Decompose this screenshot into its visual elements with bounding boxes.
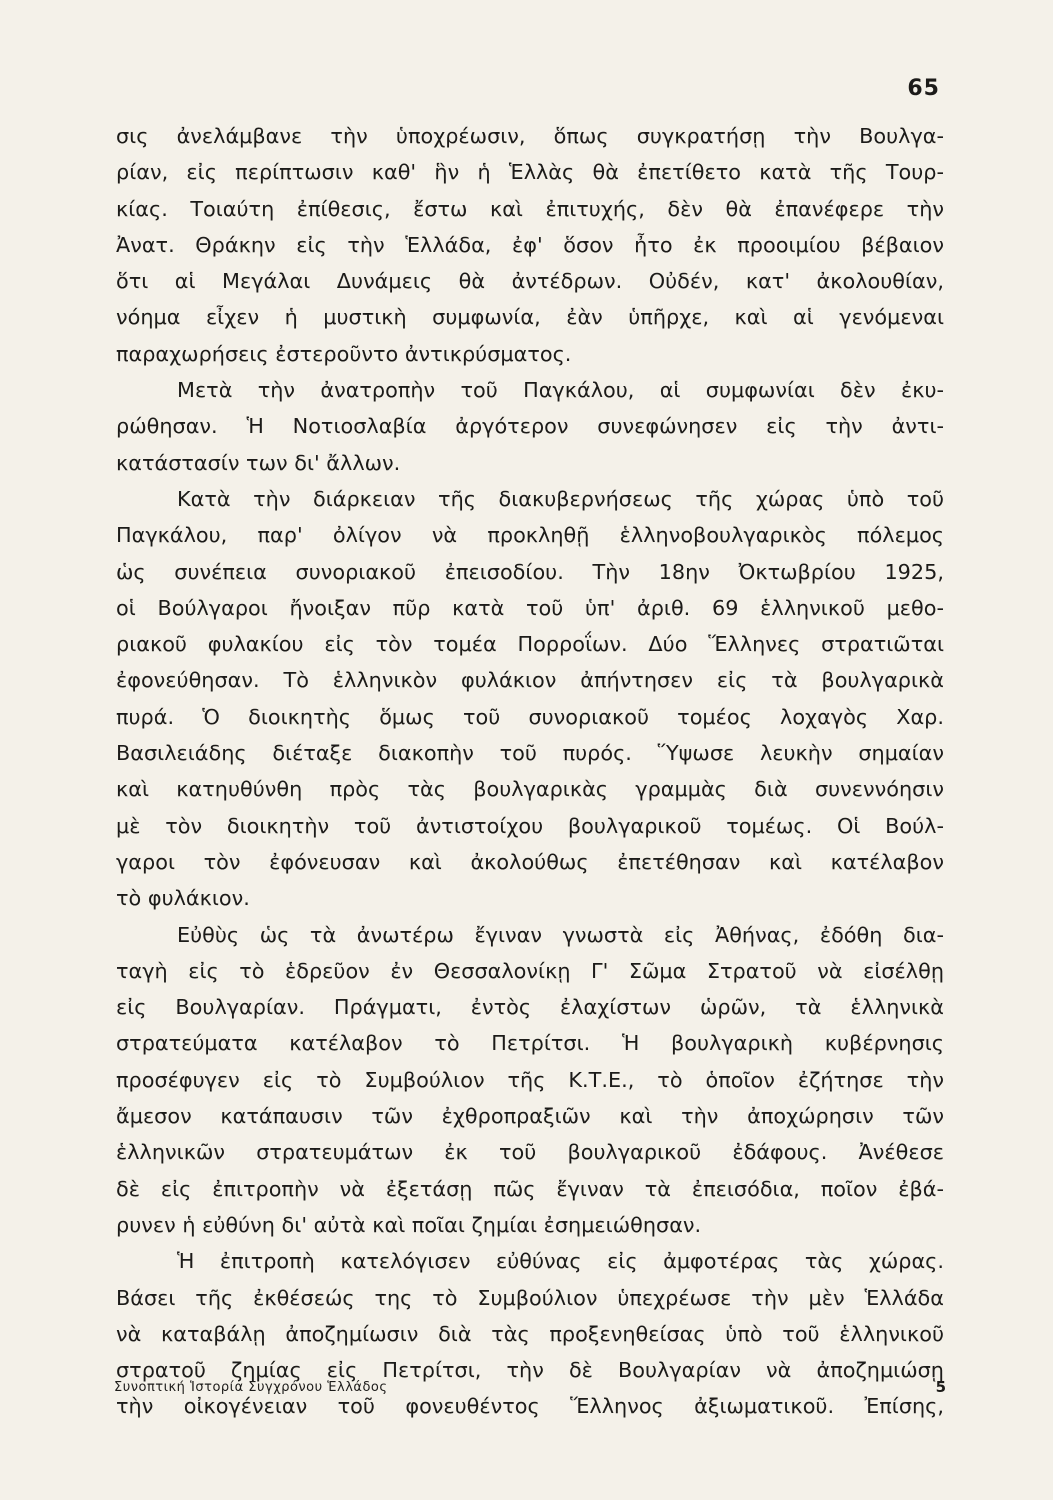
- text-line: Μετὰ τὴν ἀνατροπὴν τοῦ Παγκάλου, αἱ συμφωνίαι δὲν ἐκυ-: [177, 378, 944, 403]
- text-line: ταγὴ εἰς τὸ ἑδρεῦον ἐν Θεσσαλονίκῃ Γ' Σῶμα Στρατοῦ νὰ εἰσέλθῃ: [116, 958, 944, 983]
- text-line: ρίαν, εἰς περίπτωσιν καθ' ἣν ἡ Ἑλλὰς θὰ ἐπετίθετο κατὰ τῆς Τουρ-: [116, 160, 944, 185]
- text-line: Ἡ ἐπιτροπὴ κατελόγισεν εὐθύνας εἰς ἀμφοτέρας τὰς χώρας.: [177, 1249, 944, 1274]
- text-line: στρατοῦ ζημίας εἰς Πετρίτσι, τὴν δὲ Βουλγαρίαν νὰ ἀποζημιώσῃ: [116, 1358, 944, 1383]
- text-line: Ἀνατ. Θράκην εἰς τὴν Ἑλλάδα, ἐφ' ὅσον ἦτο ἐκ προοιμίου βέβαιον: [116, 232, 944, 257]
- text-line: ὅτι αἱ Μεγάλαι Δυνάμεις θὰ ἀντέδρων. Οὐδέν, κατ' ἀκολουθίαν,: [116, 269, 944, 294]
- text-line: τὸ φυλάκιον.: [116, 886, 250, 911]
- text-line: γαροι τὸν ἐφόνευσαν καὶ ἀκολούθως ἐπετέθησαν καὶ κατέλαβον: [116, 849, 944, 874]
- page-number: 65: [907, 76, 940, 101]
- footer-book-title: Συνοπτική Ἱστορία Συγχρόνου Ἑλλάδος: [114, 1380, 388, 1395]
- text-line: ἐφονεύθησαν. Τὸ ἑλληνικὸν φυλάκιον ἀπήντησεν εἰς τὰ βουλγαρικὰ: [116, 668, 944, 693]
- text-line: προσέφυγεν εἰς τὸ Συμβούλιον τῆς Κ.Τ.Ε., τὸ ὁποῖον ἐζήτησε τὴν: [116, 1067, 944, 1092]
- text-line: καὶ κατηυθύνθη πρὸς τὰς βουλγαρικὰς γραμμὰς διὰ συνεννόησιν: [116, 777, 944, 802]
- text-line: παραχωρήσεις ἐστεροῦντο ἀντικρύσματος.: [116, 341, 572, 366]
- text-line: ρώθησαν. Ἡ Νοτιοσλαβία ἀργότερον συνεφώνησεν εἰς τὴν ἀντι-: [116, 414, 944, 439]
- text-line: νὰ καταβάλῃ ἀποζημίωσιν διὰ τὰς προξενηθείσας ὑπὸ τοῦ ἑλληνικοῦ: [116, 1321, 944, 1346]
- text-line: ριακοῦ φυλακίου εἰς τὸν τομέα Πορροΐων. Δύο Ἕλληνες στρατιῶται: [116, 632, 944, 657]
- body-text: [116, 118, 944, 1425]
- text-line: σις ἀνελάμβανε τὴν ὑποχρέωσιν, ὅπως συγκρατήσῃ τὴν Βουλγα-: [116, 124, 944, 148]
- text-line: Κατὰ τὴν διάρκειαν τῆς διακυβερνήσεως τῆς χώρας ὑπὸ τοῦ: [177, 486, 944, 511]
- text-line: ἄμεσον κατάπαυσιν τῶν ἐχθροπραξιῶν καὶ τὴν ἀποχώρησιν τῶν: [116, 1104, 944, 1129]
- text-line: εἰς Βουλγαρίαν. Πράγματι, ἐντὸς ἐλαχίστων ὡρῶν, τὰ ἑλληνικὰ: [116, 995, 944, 1020]
- text-line: πυρά. Ὁ διοικητὴς ὅμως τοῦ συνοριακοῦ τομέος λοχαγὸς Χαρ.: [116, 704, 944, 729]
- text-line: Παγκάλου, παρ' ὀλίγον νὰ προκληθῇ ἑλληνοβουλγαρικὸς πόλεμος: [116, 523, 944, 548]
- signature-mark: 5: [935, 1378, 946, 1396]
- text-line: μὲ τὸν διοικητὴν τοῦ ἀντιστοίχου βουλγαρικοῦ τομέως. Οἱ Βούλ-: [116, 813, 944, 838]
- text-line: Βασιλειάδης διέταξε διακοπὴν τοῦ πυρός. Ὕψωσε λευκὴν σημαίαν: [116, 741, 944, 766]
- text-line: ρυνεν ἡ εὐθύνη δι' αὐτὰ καὶ ποῖαι ζημίαι ἐσημειώθησαν.: [116, 1212, 702, 1237]
- text-line: οἱ Βούλγαροι ἤνοιξαν πῦρ κατὰ τοῦ ὑπ' ἀριθ. 69 ἑλληνικοῦ μεθο-: [116, 595, 944, 620]
- text-line: στρατεύματα κατέλαβον τὸ Πετρίτσι. Ἡ βουλγαρικὴ κυβέρνησις: [116, 1031, 944, 1056]
- text-line: ὡς συνέπεια συνοριακοῦ ἐπεισοδίου. Τὴν 18ην Ὀκτωβρίου 1925,: [116, 559, 944, 584]
- text-line: δὲ εἰς ἐπιτροπὴν νὰ ἐξετάσῃ πῶς ἔγιναν τὰ ἐπεισόδια, ποῖον ἐβά-: [116, 1176, 944, 1201]
- text-line: νόημα εἶχεν ἡ μυστικὴ συμφωνία, ἐὰν ὑπῆρχε, καὶ αἱ γενόμεναι: [116, 305, 944, 330]
- text-line: κατάστασίν των δι' ἄλλων.: [116, 450, 401, 475]
- text-line: τὴν οἰκογένειαν τοῦ φονευθέντος Ἕλληνος ἀξιωματικοῦ. Ἐπίσης,: [116, 1394, 944, 1419]
- text-line: κίας. Τοιαύτη ἐπίθεσις, ἔστω καὶ ἐπιτυχής, δὲν θὰ ἐπανέφερε τὴν: [116, 196, 944, 221]
- text-line: Εὐθὺς ὡς τὰ ἀνωτέρω ἔγιναν γνωστὰ εἰς Ἀθήνας, ἐδόθη δια-: [177, 922, 944, 947]
- text-line: ἑλληνικῶν στρατευμάτων ἐκ τοῦ βουλγαρικοῦ ἐδάφους. Ἀνέθεσε: [116, 1140, 944, 1165]
- text-line: Βάσει τῆς ἐκθέσεώς της τὸ Συμβούλιον ὑπεχρέωσε τὴν μὲν Ἑλλάδα: [116, 1285, 944, 1310]
